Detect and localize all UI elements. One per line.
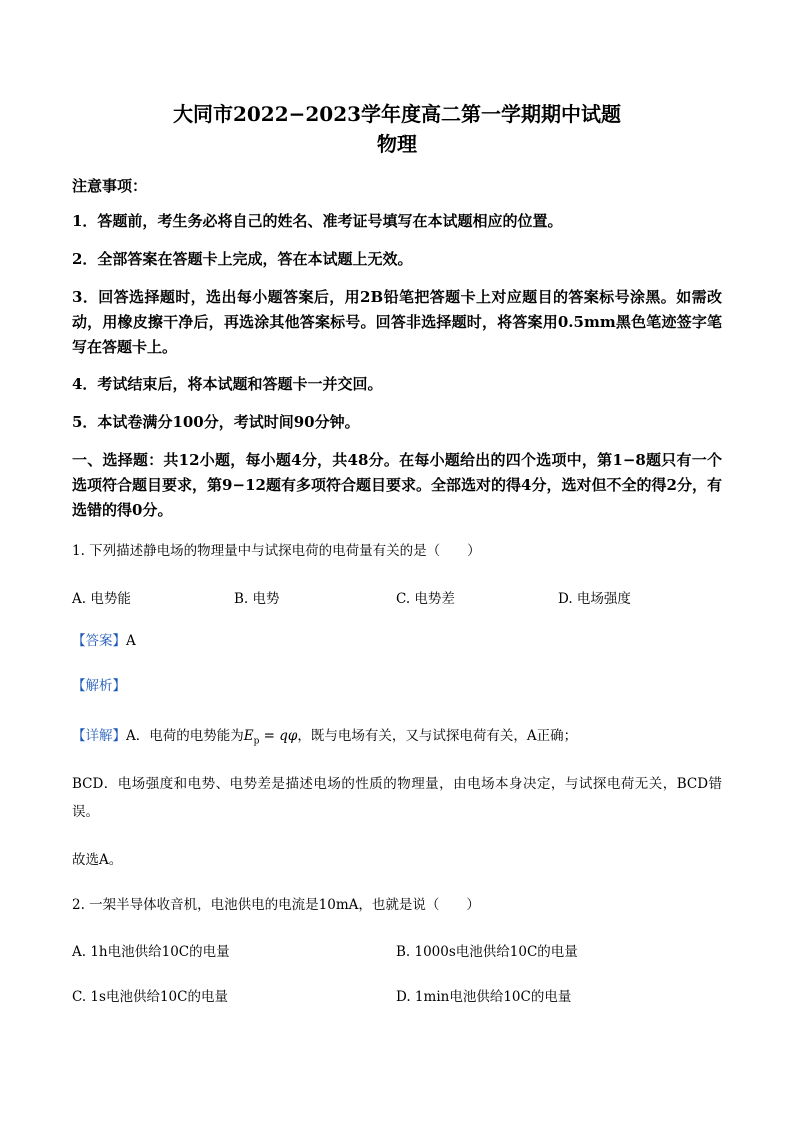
- formula-lhs: E: [243, 728, 254, 744]
- note-item-1: 1．答题前，考生务必将自己的姓名、准考证号填写在本试题相应的位置。: [72, 212, 563, 230]
- q1-analysis: [72, 676, 126, 696]
- q2-option-d: D. 1min电池供给10C的电量: [396, 989, 572, 1005]
- detail-a-post: ，既与电场有关，又与试探电荷有关，A正确；: [297, 728, 578, 744]
- note-item-4: 4．考试结束后，将本试题和答题卡一并交回。: [72, 375, 383, 393]
- q2-option-c: C. 1s电池供给10C的电量: [72, 989, 228, 1005]
- notes-heading: 注意事项：: [72, 177, 148, 195]
- q2-stem: 2. 一架半导体收音机，电池供电的电流是10mA，也就是说（ ）: [72, 897, 480, 913]
- note-item-5: 5．本试卷满分100分，考试时间90分钟。: [72, 413, 360, 431]
- formula-rhs: = qφ: [259, 728, 298, 744]
- q1-conclusion: 故选A。: [72, 852, 123, 868]
- q1-detail-a: [72, 726, 577, 752]
- answer-value: A: [126, 633, 136, 649]
- section-heading: 一、选择题：共12小题，每小题4分，共48分。在每小题给出的四个选项中，第1−8题只有一个选项符合题目要求，第9−12题有多项符合题目要求。全部选对的得4分，选对但不全的得2分，有选错的得0分。: [72, 451, 722, 519]
- answer-label: 【答案】: [72, 633, 126, 649]
- note-item-2: 2．全部答案在答题卡上完成，答在本试题上无效。: [72, 250, 413, 268]
- page-title: 大同市2022−2023学年度高二第一学期期中试题: [172, 102, 622, 126]
- q1-option-b: B. 电势: [234, 591, 280, 607]
- q1-option-d: D. 电场强度: [558, 591, 631, 607]
- q1-option-c: C. 电势差: [396, 591, 455, 607]
- q1-stem: 1. 下列描述静电场的物理量中与试探电荷的电荷量有关的是（ ）: [72, 543, 481, 559]
- detail-a-pre: A．电荷的电势能为: [126, 728, 244, 744]
- q2-option-b: B. 1000s电池供给10C的电量: [396, 944, 578, 960]
- formula-sub: p: [253, 736, 260, 747]
- q1-answer: [72, 631, 136, 651]
- subject-title: 物理: [377, 132, 417, 156]
- detail-label: 【详解】: [72, 728, 126, 744]
- note-item-3: 3．回答选择题时，选出每小题答案后，用2B铅笔把答题卡上对应题目的答案标号涂黑。如需改动，用橡皮擦干净后，再选涂其他答案标号。回答非选择题时，将答案用0.5mm黑色笔迹签字笔写在答题卡上。: [72, 288, 722, 356]
- q1-option-a: A. 电势能: [72, 591, 131, 607]
- q1-detail-bcd: BCD．电场强度和电势、电势差是描述电场的性质的物理量，由电场本身决定，与试探电荷无关，BCD错误。: [72, 776, 722, 820]
- analysis-label: 【解析】: [72, 678, 126, 694]
- q2-option-a: A. 1h电池供给10C的电量: [72, 944, 230, 960]
